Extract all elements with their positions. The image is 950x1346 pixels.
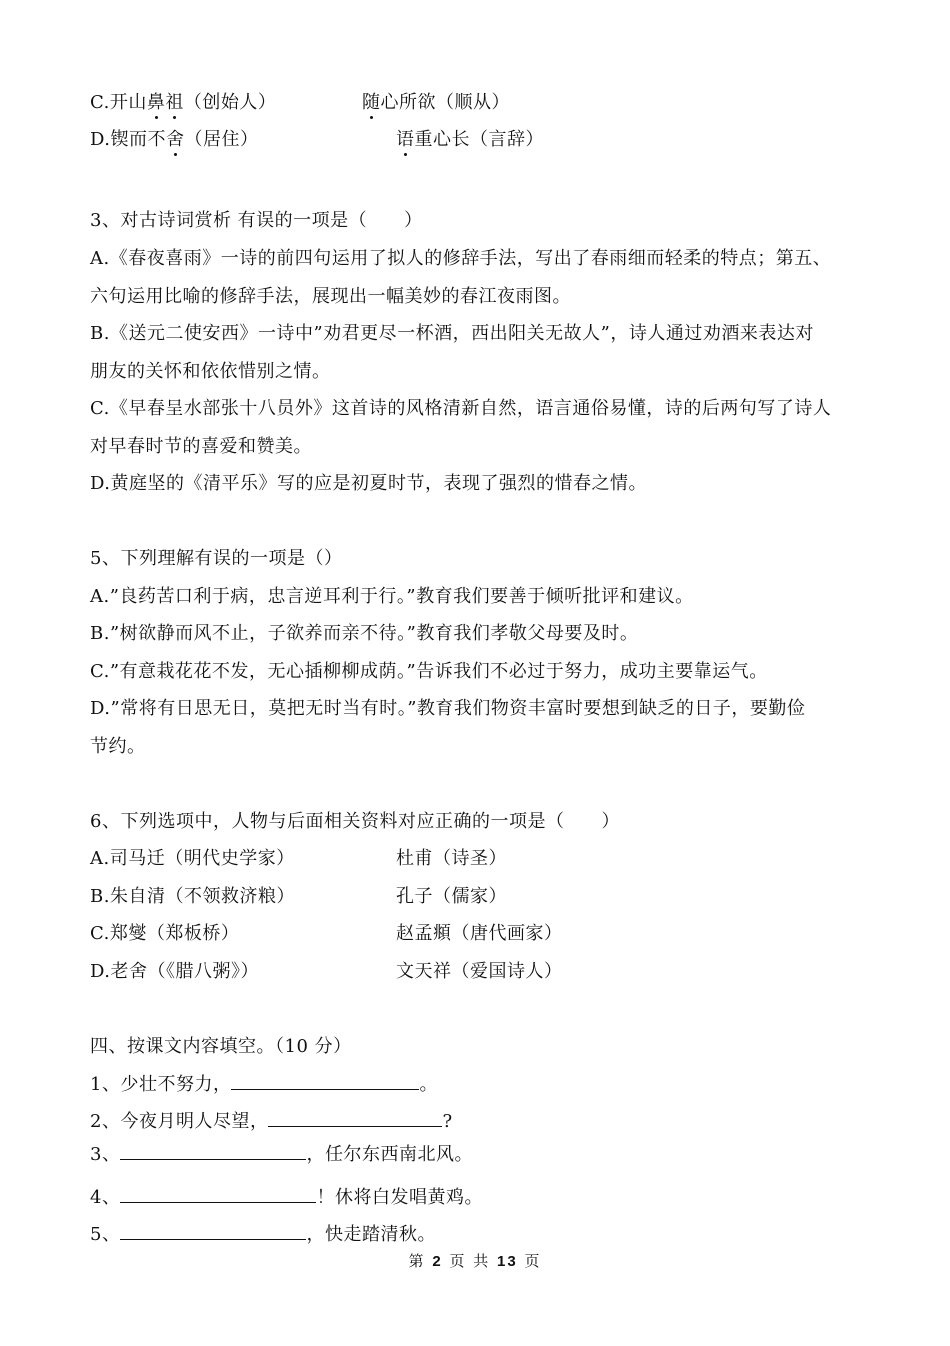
- q3-stem: 3、对古诗词赏析 有误的一项是（ ）: [90, 210, 423, 231]
- fill-item-3-prefix: 3、: [90, 1144, 121, 1165]
- q5-option-d-line1: D.”常将有日思无日，莫把无时当有时。”教育我们物资丰富时要想到缺乏的日子，要勤俭: [90, 698, 806, 719]
- option-d-left-a: D.锲而不: [90, 129, 167, 150]
- footer-post: 页: [524, 1252, 542, 1270]
- q6-option-a-right: 杜甫（诗圣）: [396, 848, 507, 869]
- footer-page-number: 2: [432, 1253, 443, 1270]
- option-c-top: [90, 92, 510, 114]
- fill-item-3: [90, 1143, 473, 1166]
- fill-item-1-prefix: 1、少壮不努力，: [90, 1074, 232, 1095]
- fill-item-4-prefix: 4、: [90, 1187, 121, 1208]
- q3-option-a-line2: 六句运用比喻的修辞手法，展现出一幅美妙的春江夜雨图。: [90, 286, 571, 307]
- fill-item-1-suffix: 。: [419, 1074, 438, 1095]
- option-d-dotted-char: 舍: [166, 129, 185, 150]
- option-d-left-b: （居住）: [184, 129, 259, 150]
- q5-option-b: B.”树欲静而风不止，子欲养而亲不待。”教育我们孝敬父母要及时。: [90, 623, 639, 644]
- q6-option-b: [90, 886, 507, 908]
- fill-blank-4[interactable]: [120, 1186, 316, 1203]
- q6-option-c-right: 赵孟頫（唐代画家）: [396, 923, 563, 944]
- page-footer: [0, 1250, 950, 1271]
- q6-option-c: [90, 923, 563, 945]
- q6-option-b-left: B.朱自清（不领救济粮）: [90, 886, 295, 907]
- q3-option-d: D.黄庭坚的《清平乐》写的应是初夏时节，表现了强烈的惜春之情。: [90, 473, 648, 494]
- q5-option-a: A.”良药苦口利于病，忠言逆耳利于行。”教育我们要善于倾听批评和建议。: [90, 586, 694, 607]
- fill-item-2: [90, 1110, 453, 1133]
- q3-option-a-line1: A.《春夜喜雨》一诗的前四句运用了拟人的修辞手法，写出了春雨细而轻柔的特点；第五、: [90, 248, 832, 269]
- fill-item-1: [90, 1073, 438, 1096]
- option-c-right-b: 心所欲（顺从）: [380, 92, 510, 113]
- fill-item-5-prefix: 5、: [90, 1224, 121, 1245]
- footer-total-pages: 13: [497, 1253, 518, 1270]
- option-d-top: [90, 129, 544, 151]
- option-c-left-a: C.开山: [90, 92, 147, 113]
- option-c-dotted-char-1: 鼻: [146, 92, 166, 113]
- fill-blank-5[interactable]: [120, 1223, 306, 1240]
- q5-option-d-line2: 节约。: [90, 736, 146, 757]
- option-c-left-b: （创始人）: [183, 92, 277, 113]
- q6-option-d: [90, 961, 563, 983]
- q6-option-d-right: 文天祥（爱国诗人）: [396, 961, 563, 982]
- fill-item-3-suffix: ，任尔东西南北风。: [306, 1144, 473, 1165]
- q5-stem: 5、下列理解有误的一项是（）: [90, 548, 343, 569]
- fill-item-2-suffix: ?: [442, 1111, 453, 1132]
- section4-title: 四、按课文内容填空。（10 分）: [90, 1036, 352, 1057]
- fill-blank-3[interactable]: [120, 1143, 306, 1160]
- fill-item-5-suffix: ，快走踏清秋。: [306, 1224, 436, 1245]
- q6-option-b-right: 孔子（儒家）: [396, 886, 507, 907]
- fill-item-5: [90, 1223, 436, 1246]
- fill-item-4-suffix: ！休将白发唱黄鸡。: [316, 1187, 483, 1208]
- q6-option-c-left: C.郑燮（郑板桥）: [90, 923, 240, 944]
- option-d-right-b: 重心长（言辞）: [414, 129, 544, 150]
- q3-option-b-line1: B.《送元二使安西》一诗中”劝君更尽一杯酒，西出阳关无故人”，诗人通过劝酒来表达对: [90, 323, 814, 344]
- q6-option-a-left: A.司马迁（明代史学家）: [90, 848, 295, 869]
- fill-blank-2[interactable]: [268, 1110, 442, 1127]
- q3-option-b-line2: 朋友的关怀和依依惜别之情。: [90, 361, 331, 382]
- footer-mid: 页 共: [449, 1252, 491, 1270]
- q3-option-c-line1: C.《早春呈水部张十八员外》这首诗的风格清新自然，语言通俗易懂，诗的后两句写了诗人: [90, 398, 832, 419]
- fill-item-2-prefix: 2、今夜月明人尽望，: [90, 1111, 269, 1132]
- option-c-right-dotted-char: 随: [362, 92, 381, 113]
- fill-item-4: [90, 1186, 483, 1209]
- q6-option-d-left: D.老舍（《腊八粥》）: [90, 961, 260, 982]
- q3-option-c-line2: 对早春时节的喜爱和赞美。: [90, 436, 312, 457]
- q5-option-c: C.”有意栽花花不发，无心插柳柳成荫。”告诉我们不必过于努力，成功主要靠运气。: [90, 661, 768, 682]
- option-c-dotted-char-2: 祖: [165, 92, 184, 113]
- q6-option-a: [90, 848, 507, 870]
- footer-pre: 第: [408, 1252, 426, 1270]
- option-d-right-dotted-char: 语: [396, 129, 415, 150]
- q6-stem: 6、下列选项中，人物与后面相关资料对应正确的一项是（ ）: [90, 811, 620, 832]
- fill-blank-1[interactable]: [231, 1073, 419, 1090]
